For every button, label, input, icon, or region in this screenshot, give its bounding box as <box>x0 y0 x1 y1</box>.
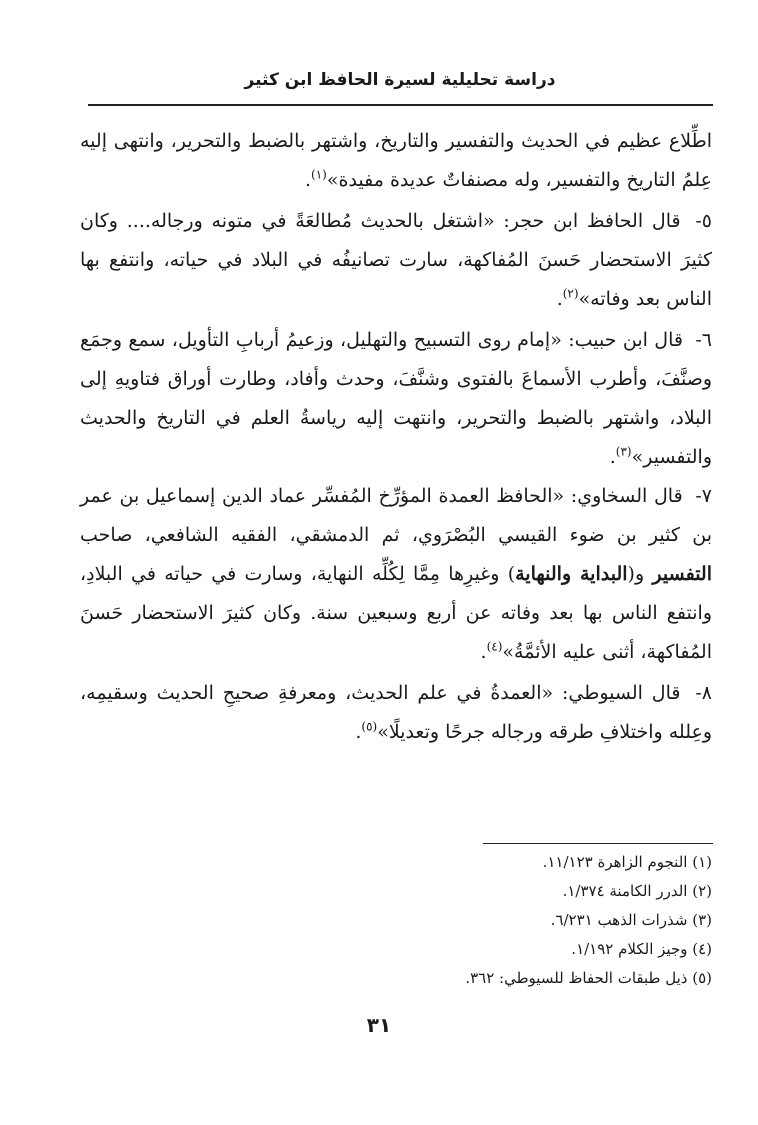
item-number: ٨- <box>695 682 712 704</box>
paragraph-text: و( <box>627 563 653 585</box>
footnote-item: (٢) الدرر الكامنة ١/٣٧٤. <box>562 882 712 900</box>
footnote-ref: (١) <box>311 167 327 182</box>
paragraph-text: قال السخاوي: «الحافظ العمدة المؤرِّخ المُفسِّر عماد الدين إسماعيل بن عمر بن كثير بن ضوء القيسي البُصْرَوي، ثم الدمشقي، الفقيه الشافعي، صاحب <box>80 485 712 546</box>
book-title-bidaya: البداية والنهاية <box>515 563 628 585</box>
paragraph-text: قال السيوطي: «العمدةُ في علم الحديث، ومعرفةِ صحيحِ الحديث وسقيمِه، وعِلله واختلافِ طرقه ورجاله جرحًا وتعديلًا» <box>80 682 712 743</box>
header-rule <box>88 104 713 106</box>
paragraph-end: . <box>556 288 563 310</box>
paragraph-text: اطِّلاع عظيم في الحديث والتفسير والتاريخ، واشتهر بالضبط والتحرير، وانتهى إليه عِلمُ التاريخ والتفسير، وله مصنفاتٌ عديدة مفيدة» <box>80 130 712 191</box>
running-header: دراسة تحليلية لسيرة الحافظ ابن كثير <box>244 70 556 90</box>
item-number: ٦- <box>695 329 712 351</box>
paragraph-text: قال الحافظ ابن حجر: «اشتغل بالحديث مُطالعَةً في متونه ورجاله.... وكان كثيرَ الاستحضار حَسنَ المُفاكهة، سارت تصانيفُه في البلاد في حياته، وانتفع بها الناس بعد وفاته» <box>80 210 712 310</box>
quote-item-5 <box>80 202 712 319</box>
footnote-item: (٤) وجيز الكلام ١/١٩٢. <box>571 940 712 958</box>
quote-item-7 <box>80 477 712 672</box>
paragraph-continued <box>80 122 712 200</box>
book-title-tafsir: التفسير <box>652 563 713 585</box>
paragraph-text: قال ابن حبيب: «إمام روى التسبيح والتهليل، وزعيمُ أربابِ التأويل، سمع وجمَع وصنَّفَ، وأطرب الأسماعَ بالفتوى وشنَّفَ، وحدث وأفاد، وطارت أوراق فتاويهِ إلى البلاد، واشتهر بالضبط والتحرير، وانتهت إليه رياسةُ العلم في التاريخ والحديث والتفسير» <box>80 329 712 468</box>
quote-item-6 <box>80 321 712 477</box>
footnote-ref: (٣) <box>615 444 632 459</box>
paragraph-end: . <box>304 169 312 191</box>
item-number: ٥- <box>695 210 712 232</box>
page-number: ٣١ <box>366 1013 392 1037</box>
footnote-item: (٥) ذيل طبقات الحفاظ للسيوطي: ٣٦٢. <box>465 969 712 987</box>
footnote-ref: (٤) <box>486 639 503 654</box>
footnote-item: (٣) شذرات الذهب ٦/٢٣١. <box>550 911 712 929</box>
paragraph-end: . <box>480 641 487 663</box>
footnote-item: (١) النجوم الزاهرة ١١/١٢٣. <box>542 853 712 871</box>
footnote-separator <box>483 843 713 844</box>
paragraph-text: ) وغيرِها مِمَّا لِكُلِّه النهاية، وسارت في حياته في البلادِ، وانتفع الناس بها بعد وفاته عن أربع وسبعين سنة. وكان كثيرَ الاستحضار حَسنَ المُفاكهة، أثنى عليه الأئمَّةُ» <box>80 563 712 663</box>
footnote-ref: (٢) <box>562 286 579 301</box>
paragraph-end: . <box>355 721 362 743</box>
footnotes-list <box>300 848 712 993</box>
item-number: ٧- <box>695 485 712 507</box>
quote-item-8 <box>80 674 712 752</box>
footnote-ref: (٥) <box>361 719 378 734</box>
paragraph-end: . <box>609 446 616 468</box>
